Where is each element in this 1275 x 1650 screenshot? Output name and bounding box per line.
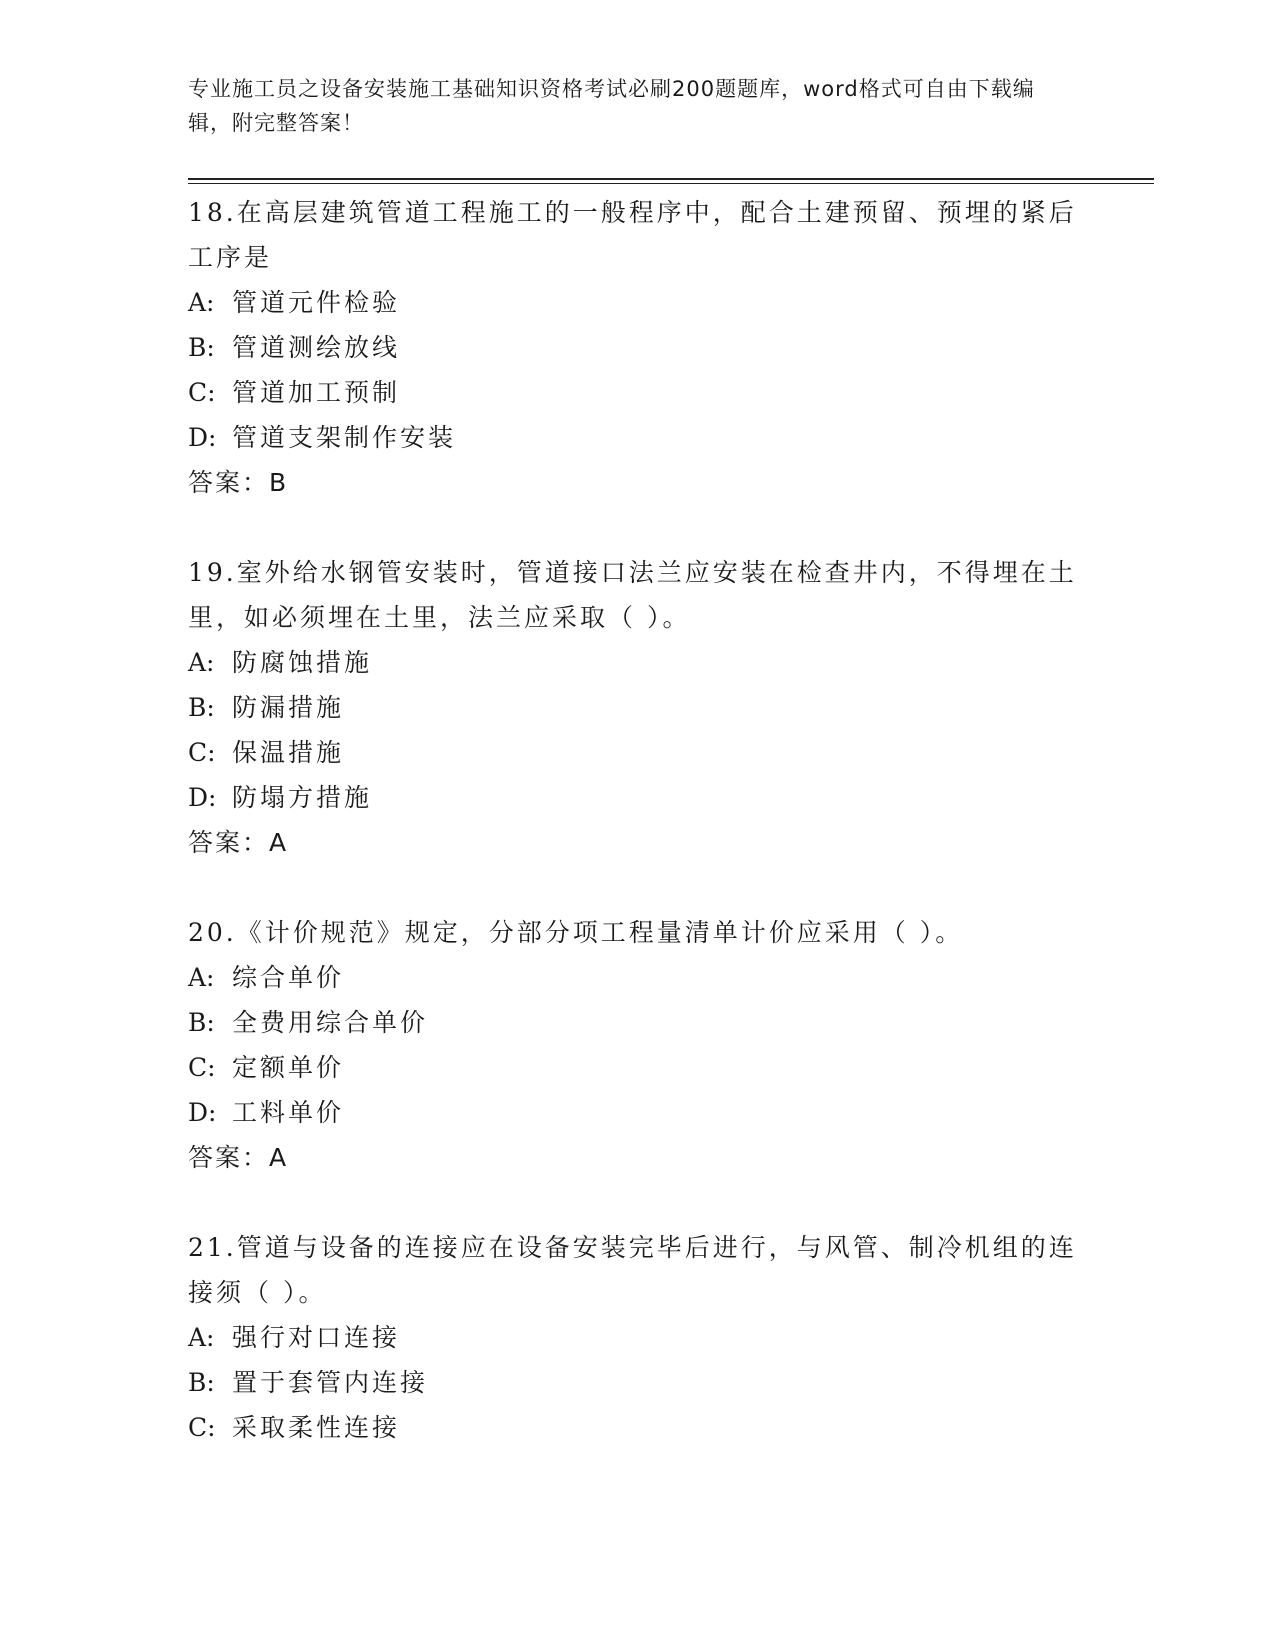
option-text: 强行对口连接 [232,1323,401,1352]
option-letter: B: [188,333,215,362]
option-text: 管道测绘放线 [232,333,401,362]
option-letter: A: [188,963,215,992]
answer-line: 答案：A [188,828,289,857]
option-text: 防塌方措施 [232,783,373,812]
question-19 [188,550,1088,865]
option-letter: C: [188,378,216,407]
answer-line: 答案：B [188,468,289,497]
option-c [188,1045,1088,1090]
option-b [188,325,1088,370]
option-a [188,955,1088,1000]
option-letter: C: [188,1053,216,1082]
option-text: 防漏措施 [232,693,345,722]
question-21 [188,1225,1088,1450]
option-text: 管道支架制作安装 [232,423,457,452]
option-letter: A: [188,288,215,317]
option-letter: D: [188,1098,217,1127]
header-divider-thick [188,178,1154,180]
option-text: 管道加工预制 [232,378,401,407]
question-18 [188,190,1088,505]
option-text: 全费用综合单价 [232,1008,429,1037]
option-letter: D: [188,423,217,452]
option-b [188,1000,1088,1045]
option-letter: B: [188,1008,215,1037]
option-text: 定额单价 [232,1053,345,1082]
option-letter: D: [188,783,217,812]
question-stem: 21.管道与设备的连接应在设备安装完毕后进行，与风管、制冷机组的连接须（ ）。 [188,1233,1077,1307]
option-d [188,1090,1088,1135]
option-text: 管道元件检验 [232,288,401,317]
option-text: 防腐蚀措施 [232,648,373,677]
option-text: 保温措施 [232,738,345,767]
option-letter: A: [188,648,215,677]
option-text: 置于套管内连接 [232,1368,429,1397]
option-letter: B: [188,1368,215,1397]
question-list [188,190,1088,1495]
option-b [188,1360,1088,1405]
question-stem: 19.室外给水钢管安装时，管道接口法兰应安装在检查井内，不得埋在土里，如必须埋在土里，法兰应采取（ ）。 [188,558,1077,632]
option-a [188,1315,1088,1360]
option-a [188,640,1088,685]
option-d [188,415,1088,460]
option-c [188,730,1088,775]
option-text: 采取柔性连接 [232,1413,401,1442]
answer-line: 答案：A [188,1143,289,1172]
option-letter: C: [188,1413,216,1442]
option-text: 工料单价 [232,1098,345,1127]
option-letter: B: [188,693,215,722]
option-d [188,775,1088,820]
option-letter: A: [188,1323,215,1352]
option-text: 综合单价 [232,963,345,992]
option-c [188,1405,1088,1450]
option-a [188,280,1088,325]
option-letter: C: [188,738,216,767]
header-divider-thin [188,183,1154,184]
question-stem: 18.在高层建筑管道工程施工的一般程序中，配合土建预留、预埋的紧后工序是 [188,198,1077,272]
document-header: 专业施工员之设备安装施工基础知识资格考试必刷200题题库，word格式可自由下载编辑，附完整答案！ [188,77,1035,135]
question-stem: 20.《计价规范》规定，分部分项工程量清单计价应采用（ ）。 [188,918,964,947]
option-c [188,370,1088,415]
option-b [188,685,1088,730]
question-20 [188,910,1088,1180]
